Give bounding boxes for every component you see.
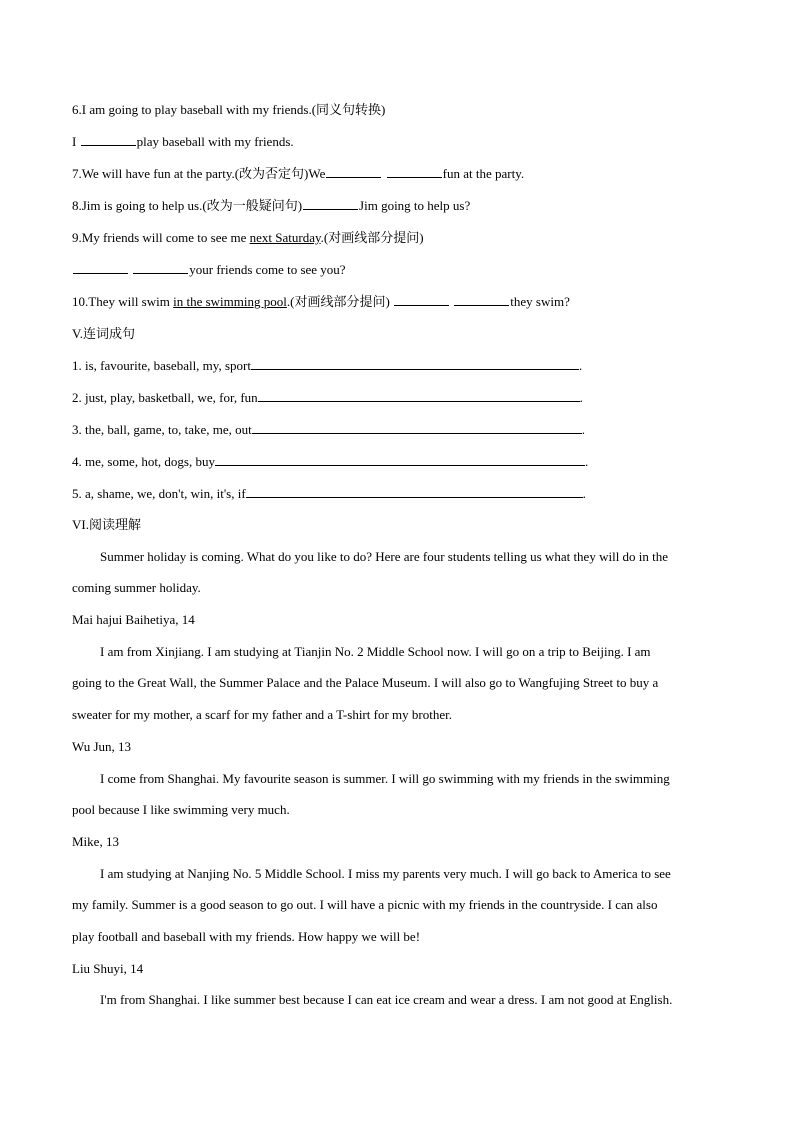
question-9-underlined: next Saturday bbox=[249, 230, 321, 245]
question-8-answer-end: Jim going to help us? bbox=[359, 198, 471, 213]
student-name: Wu Jun, 13 bbox=[72, 739, 132, 754]
question-10-prompt-post: .(对画线部分提问) bbox=[286, 294, 390, 309]
sentence-item-3 bbox=[72, 420, 585, 440]
question-6-answer-line bbox=[72, 132, 294, 152]
answer-blank[interactable] bbox=[303, 196, 358, 210]
sentence-end-mark: . bbox=[578, 358, 583, 373]
answer-blank[interactable] bbox=[387, 164, 442, 178]
section-5-title: V.连词成句 bbox=[72, 326, 135, 341]
answer-blank[interactable] bbox=[252, 420, 582, 434]
answer-blank[interactable] bbox=[326, 164, 381, 178]
sentence-item-5 bbox=[72, 484, 586, 504]
passage-line: I am from Xinjiang. I am studying at Tianjin No. 2 Middle School now. I will go on a trip to Beijing. I am bbox=[100, 644, 651, 659]
reading-intro-line-2: coming summer holiday. bbox=[72, 580, 201, 595]
sentence-item-text: 4. me, some, hot, dogs, buy bbox=[72, 454, 215, 469]
answer-blank[interactable] bbox=[73, 260, 128, 274]
question-9-answer-line bbox=[72, 260, 346, 280]
question-7-answer-end: fun at the party. bbox=[442, 166, 525, 181]
question-8-line bbox=[72, 196, 470, 216]
answer-blank[interactable] bbox=[394, 292, 449, 306]
question-9-answer-end: your friends come to see you? bbox=[189, 262, 346, 277]
question-6-answer-end: play baseball with my friends. bbox=[136, 134, 294, 149]
question-9-prompt-post: .(对画线部分提问) bbox=[320, 230, 424, 245]
passage-line: going to the Great Wall, the Summer Palace and the Palace Museum. I will also go to Wangfujing Street to buy a bbox=[72, 675, 659, 690]
sentence-item-2 bbox=[72, 388, 583, 408]
passage-line: play football and baseball with my friends. How happy we will be! bbox=[72, 929, 421, 944]
reading-intro-line-1: Summer holiday is coming. What do you like to do? Here are four students telling us what they will do in the bbox=[100, 549, 669, 564]
sentence-item-1 bbox=[72, 356, 602, 376]
student-name: Mike, 13 bbox=[72, 834, 119, 849]
question-6-answer-start: I bbox=[72, 134, 77, 149]
question-7-line bbox=[72, 164, 524, 184]
answer-blank[interactable] bbox=[81, 132, 136, 146]
question-10-underlined: in the swimming pool bbox=[173, 294, 287, 309]
passage-line: I'm from Shanghai. I like summer best because I can eat ice cream and wear a dress. I am not good at English. bbox=[100, 992, 673, 1007]
answer-blank[interactable] bbox=[133, 260, 188, 274]
question-8-prompt: 8.Jim is going to help us.(改为一般疑问句) bbox=[72, 198, 303, 213]
question-6-prompt: 6.I am going to play baseball with my friends.(同义句转换) bbox=[72, 102, 386, 117]
sentence-item-text: 2. just, play, basketball, we, for, fun bbox=[72, 390, 258, 405]
sentence-item-4 bbox=[72, 452, 588, 472]
sentence-item-text: 5. a, shame, we, don't, win, it's, if bbox=[72, 486, 246, 501]
sentence-end-mark: . bbox=[579, 390, 583, 405]
question-10-answer-end: they swim? bbox=[510, 294, 570, 309]
sentence-end-mark: . bbox=[582, 486, 586, 501]
section-6-title: VI.阅读理解 bbox=[72, 517, 141, 532]
sentence-item-text: 3. the, ball, game, to, take, me, out bbox=[72, 422, 252, 437]
sentence-end-mark: . bbox=[585, 454, 589, 469]
passage-line: my family. Summer is a good season to go out. I will have a picnic with my friends in the countryside. I can also bbox=[72, 897, 658, 912]
answer-blank[interactable] bbox=[258, 388, 580, 402]
answer-blank[interactable] bbox=[215, 452, 585, 466]
question-7-prompt: 7.We will have fun at the party.(改为否定句)We bbox=[72, 166, 326, 181]
sentence-item-text: 1. is, favourite, baseball, my, sport bbox=[72, 358, 251, 373]
student-name: Mai hajui Baihetiya, 14 bbox=[72, 612, 195, 627]
question-9-prompt-pre: 9.My friends will come to see me bbox=[72, 230, 250, 245]
sentence-end-mark: . bbox=[581, 422, 586, 437]
question-10-prompt-pre: 10.They will swim bbox=[72, 294, 174, 309]
question-10-line bbox=[72, 292, 570, 312]
answer-blank[interactable] bbox=[246, 484, 583, 498]
passage-line: I am studying at Nanjing No. 5 Middle School. I miss my parents very much. I will go back to America to see bbox=[100, 866, 671, 881]
question-9-prompt bbox=[72, 228, 424, 248]
passage-line: I come from Shanghai. My favourite season is summer. I will go swimming with my friends in the swimming bbox=[100, 771, 670, 786]
passage-line: pool because I like swimming very much. bbox=[72, 802, 290, 817]
passage-line: sweater for my mother, a scarf for my father and a T-shirt for my brother. bbox=[72, 707, 452, 722]
answer-blank[interactable] bbox=[454, 292, 509, 306]
answer-blank[interactable] bbox=[251, 356, 579, 370]
student-name: Liu Shuyi, 14 bbox=[72, 961, 144, 976]
